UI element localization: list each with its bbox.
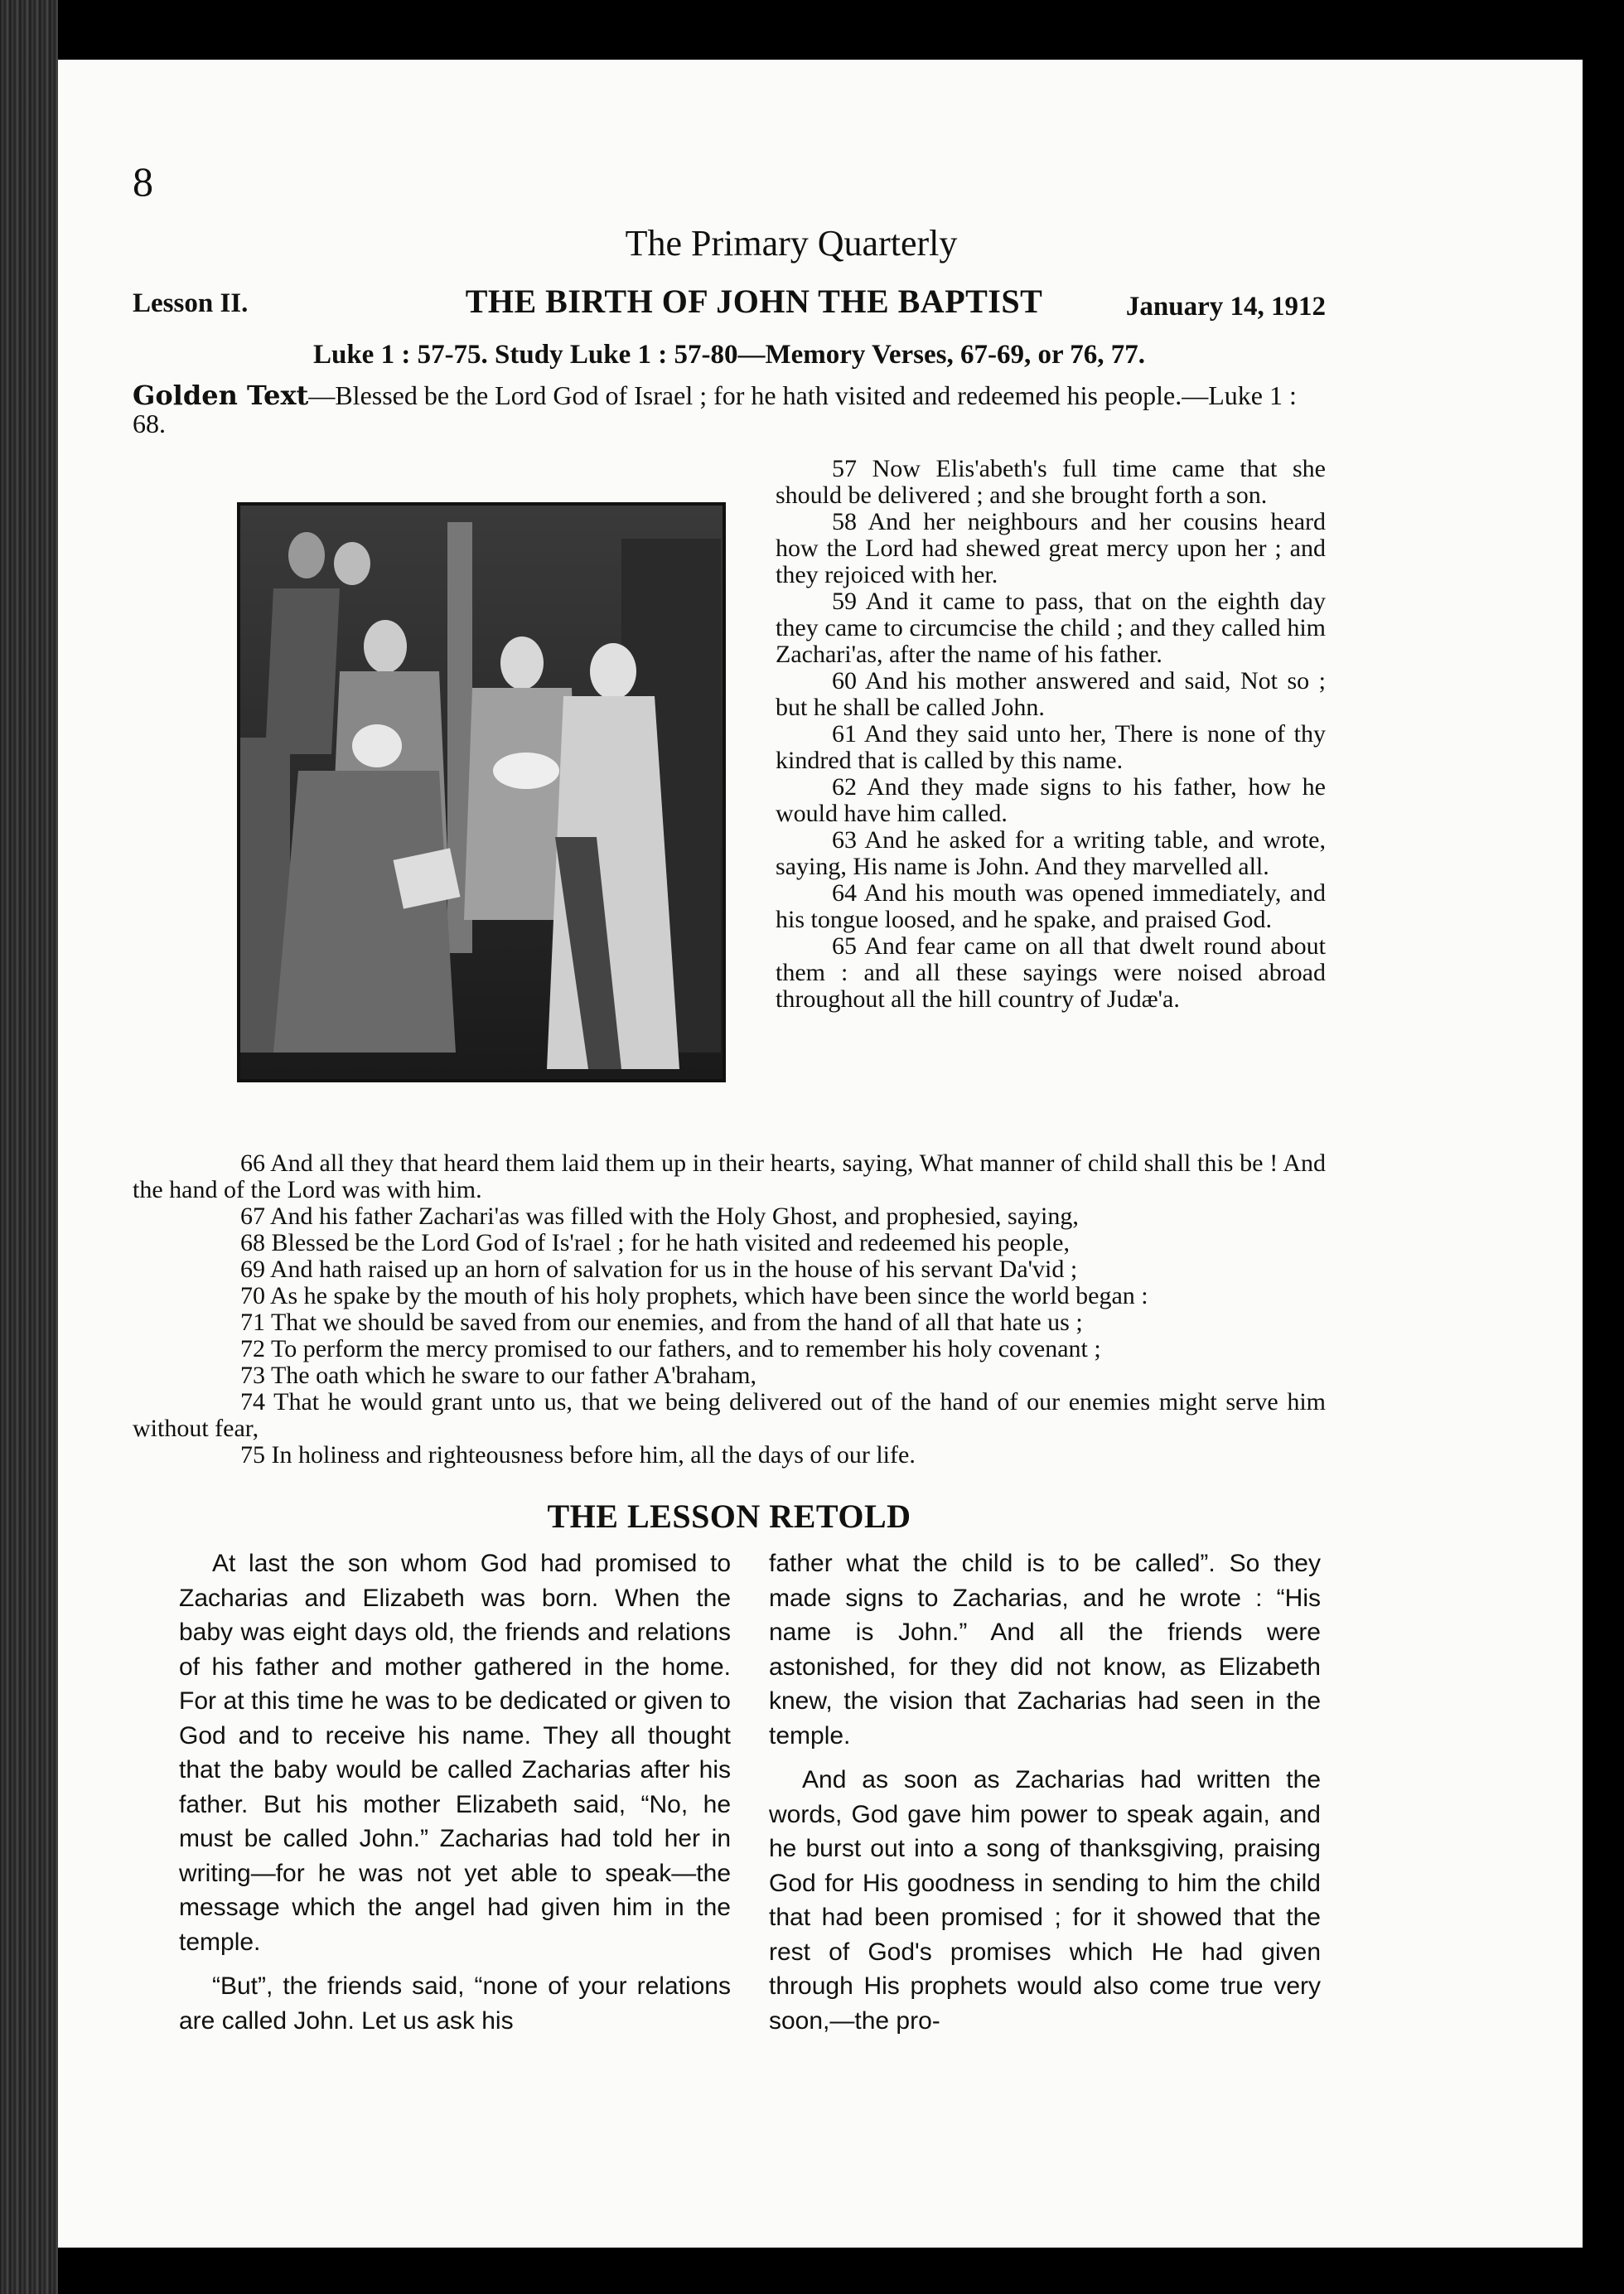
verse-58: 58 And her neighbours and her cousins heard how the Lord had shewed great mercy upon her ; and they rejoiced with her. (776, 508, 1326, 588)
verses-57-65 (776, 456, 1326, 1013)
verses-66-75 (133, 1150, 1326, 1469)
lesson-title: THE BIRTH OF JOHN THE BAPTIST (465, 283, 1043, 320)
verse-70: 70 As he spake by the mouth of his holy prophets, which have been since the world began : (240, 1282, 1148, 1309)
illustration-naming-of-john (237, 502, 726, 1082)
verse-57: 57 Now Elis'abeth's full time came that she should be delivered ; and she brought forth a son. (776, 455, 1326, 509)
retold-paragraph: “But”, the friends said, “none of your relations are called John. Let us ask his (179, 1972, 731, 2035)
verse-68: 68 Blessed be the Lord God of Is'rael ; for he hath visited and redeemed his people, (240, 1229, 1070, 1256)
verse-65: 65 And fear came on all that dwelt round about them : and all these sayings were noised abroad throughout all the hill country of Judæ'a. (776, 932, 1326, 1013)
verse-69: 69 And hath raised up an horn of salvation for us in the house of his servant Da'vid ; (240, 1256, 1078, 1283)
golden-text-label: Golden Text (133, 380, 309, 411)
verse-61: 61 And they said unto her, There is none of thy kindred that is called by this name. (776, 720, 1326, 774)
retold-paragraph: At last the son whom God had promised to Zacharias and Elizabeth was born. When the baby was eight days old, the friends and relations of his father and mother gathered in the home. For at this time he was to be dedicated or given to God and to receive his name. They all thought that the baby would be called Zacharias after his father. But his mother Elizabeth said, “No, he must be called John.” Zacharias had told her in writing—for he was not yet able to speak—the message which the angel had given him in the temple. (179, 1550, 731, 1956)
lesson-retold-heading: THE LESSON RETOLD (547, 1498, 911, 1535)
golden-text (133, 381, 1326, 438)
verse-64: 64 And his mouth was opened immediately, and his tongue loosed, and he spake, and praised God. (776, 879, 1326, 933)
verse-72: 72 To perform the mercy promised to our fathers, and to remember his holy covenant ; (240, 1335, 1101, 1362)
verse-59: 59 And it came to pass, that on the eighth day they came to circumcise the child ; and they called him Zachari'as, after the name of his father. (776, 588, 1326, 668)
scripture-references: Luke 1 : 57-75. Study Luke 1 : 57-80—Memory Verses, 67-69, or 76, 77. (312, 340, 1146, 370)
book-spine (0, 0, 58, 2294)
retold-right-column (769, 1546, 1321, 2048)
verse-75: 75 In holiness and righteousness before him, all the days of our life. (240, 1441, 916, 1469)
lesson-number: Lesson II. (133, 288, 249, 318)
verse-73: 73 The oath which he sware to our father A'braham, (240, 1362, 756, 1389)
page-number: 8 (133, 158, 153, 205)
verse-67: 67 And his father Zachari'as was filled with the Holy Ghost, and prophesied, saying, (240, 1203, 1079, 1230)
retold-left-column (179, 1546, 731, 2048)
retold-paragraph: And as soon as Zacharias had written the words, God gave him power to speak again, and he burst out into a song of thanksgiving, praising God for His goodness in sending to him the child that had been promised ; for it showed that the rest of God's promises which He had given through His prophets would also come true very soon,—the pro- (769, 1766, 1321, 2035)
running-title: The Primary Quarterly (625, 223, 958, 264)
verse-63: 63 And he asked for a writing table, and wrote, saying, His name is John. And they marvelled all. (776, 826, 1326, 880)
verse-74: 74 That he would grant unto us, that we being delivered out of the hand of our enemies might serve him without fear, (133, 1388, 1326, 1442)
verse-66: 66 And all they that heard them laid them up in their hearts, saying, What manner of child shall this be ! And the hand of the Lord was with him. (133, 1149, 1326, 1203)
lesson-date: January 14, 1912 (1125, 292, 1326, 322)
verse-71: 71 That we should be saved from our enemies, and from the hand of all that hate us ; (240, 1309, 1083, 1336)
golden-text-body: —Blessed be the Lord God of Israel ; for he hath visited and redeemed his people.—Luke 1 : 68. (133, 380, 1297, 438)
verse-60: 60 And his mother answered and said, Not so ; but he shall be called John. (776, 667, 1326, 721)
retold-paragraph: father what the child is to be called”. So they made signs to Zacharias, and he wrote : “His name is John.” And all the friends were astonished, for they did not know, as Elizabeth knew, the vision that Zacharias had seen in the temple. (769, 1550, 1321, 1750)
verse-62: 62 And they made signs to his father, how he would have him called. (776, 773, 1326, 827)
